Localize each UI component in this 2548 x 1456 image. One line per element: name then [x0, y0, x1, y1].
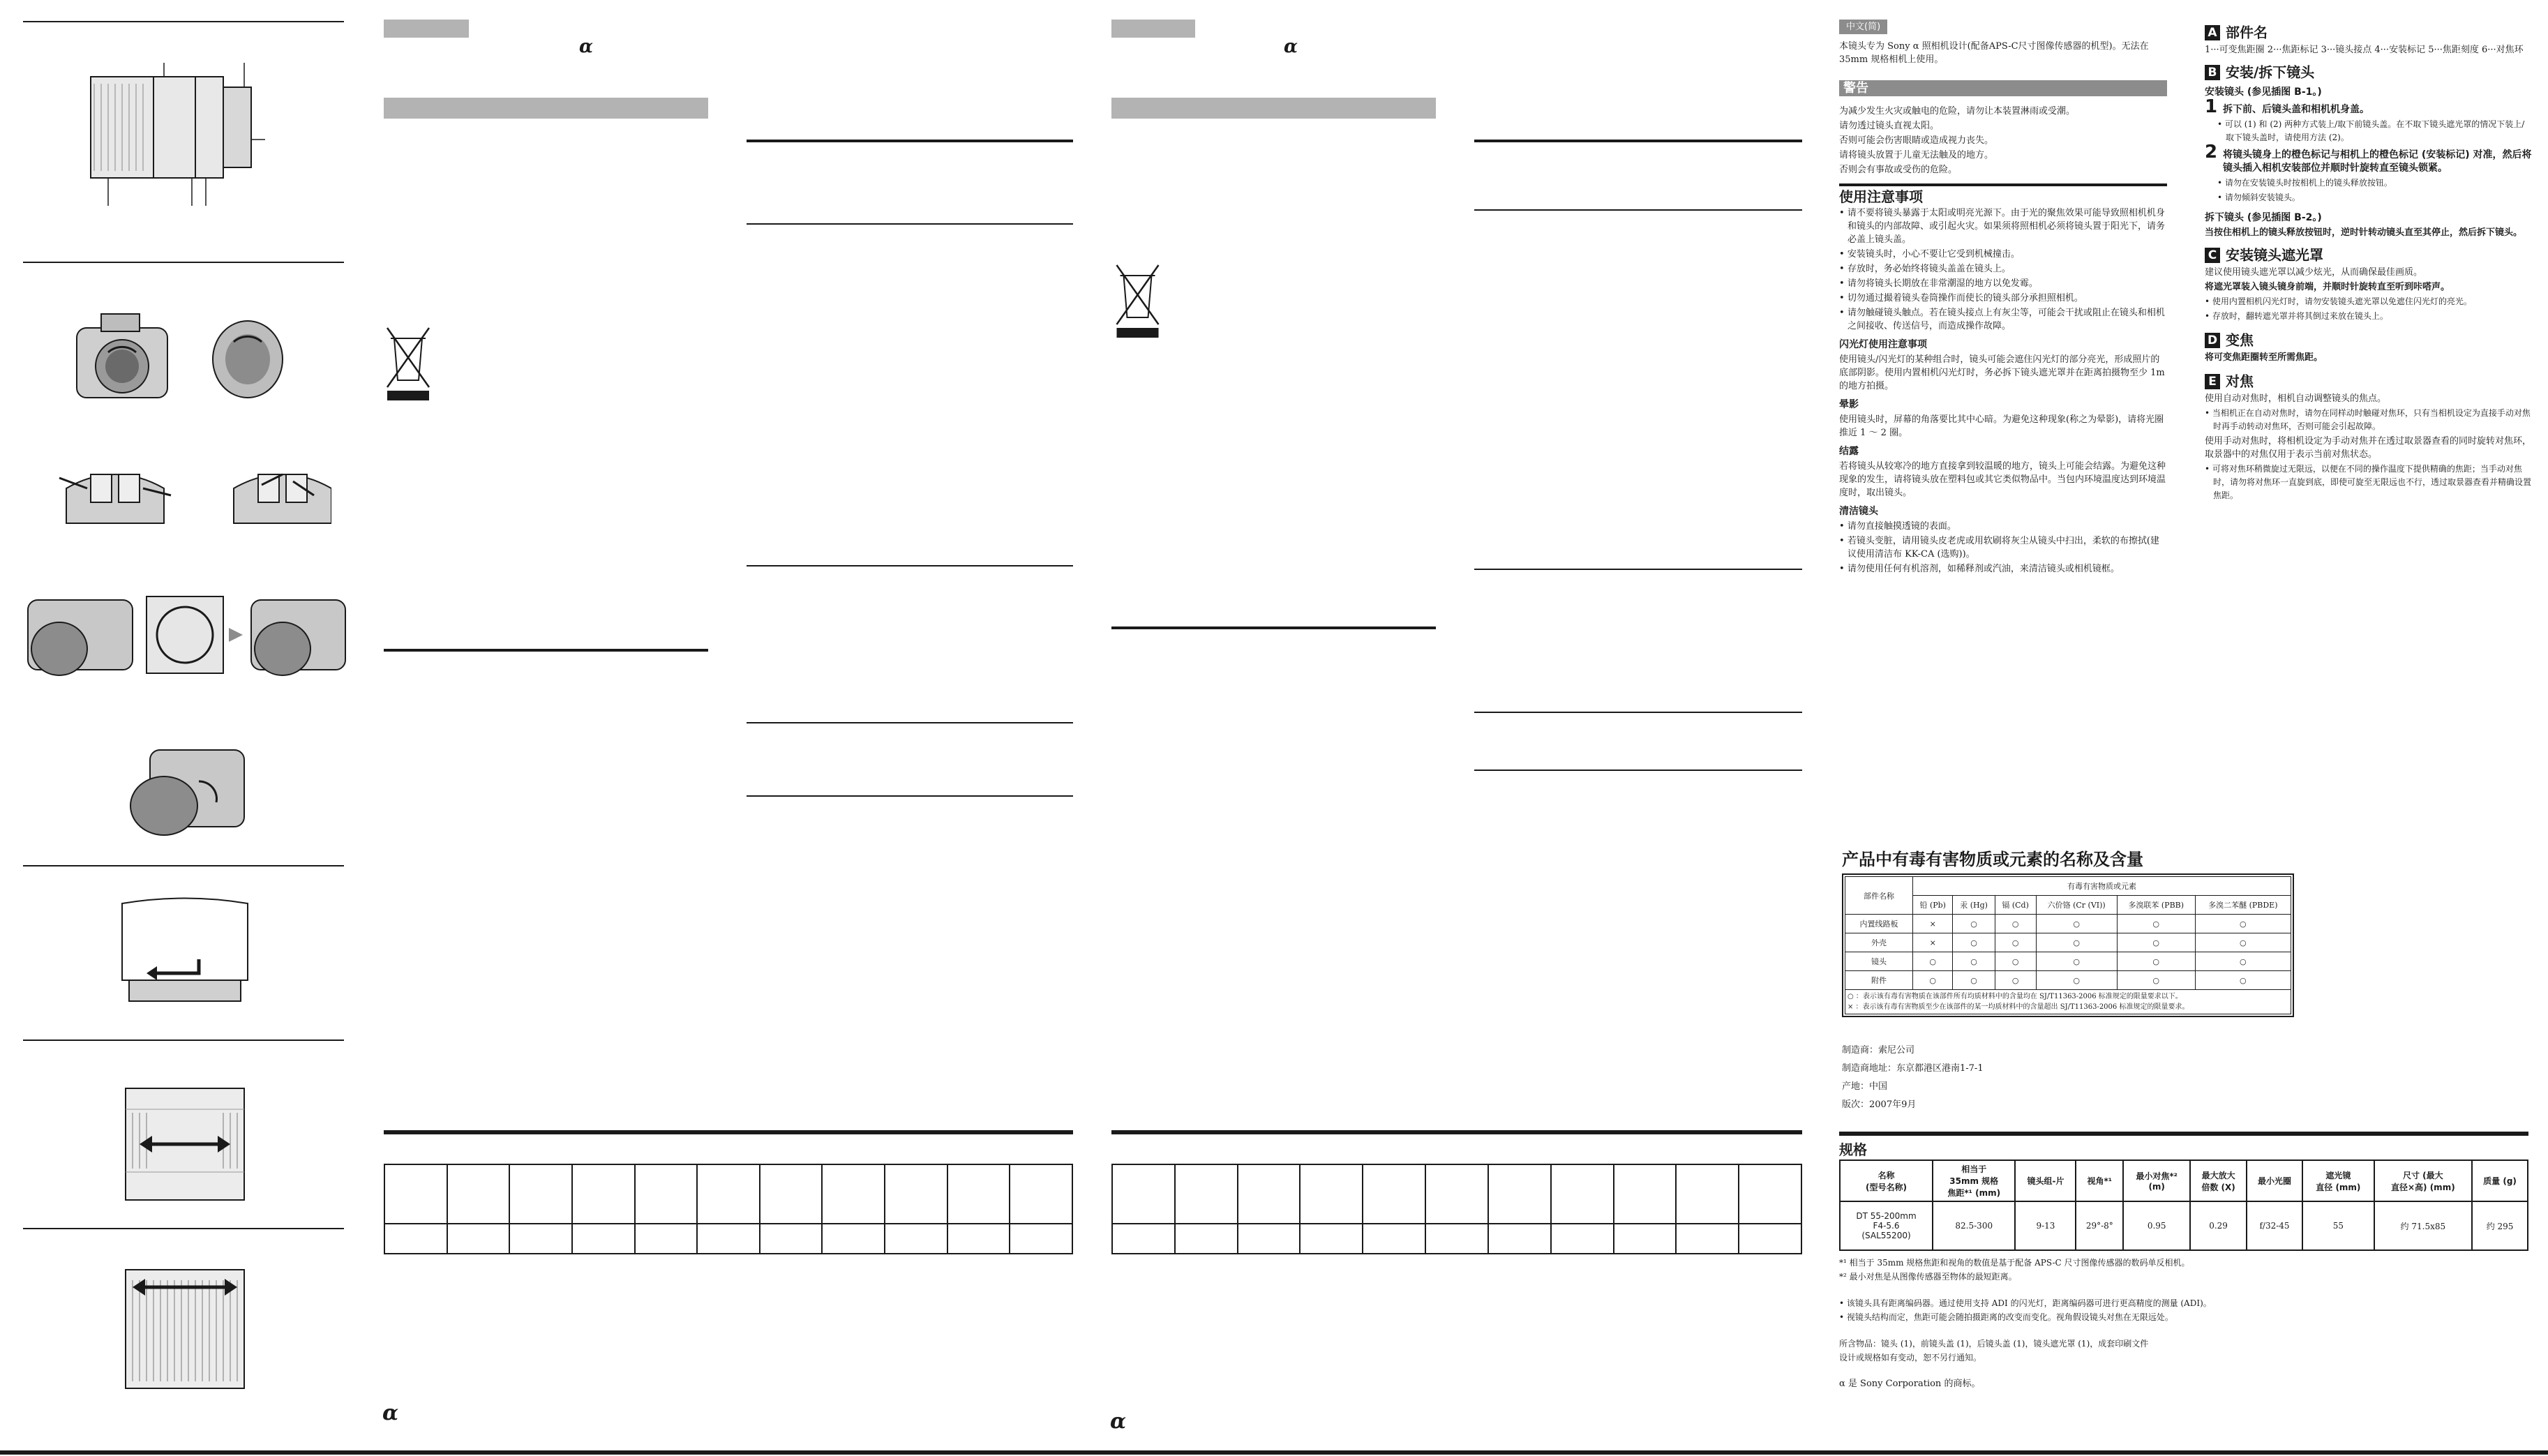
trademark-note: α 是 Sony Corporation 的商标。 — [1839, 1379, 1981, 1389]
hood-text: 建议使用镜头遮光罩以减少炫光，从而确保最佳画质。 — [2205, 267, 2423, 278]
mount-heading: 安装/拆下镜头 — [2226, 63, 2315, 81]
section-letter-e: E — [2205, 374, 2220, 389]
parts-text: 1···可变焦距圈 2···焦距标记 3···镜头接点 4···安装标记 5···焦距刻度 6···对焦环 — [2205, 45, 2524, 55]
mount-step-1: 1 拆下前、后镜头盖和相机机身盖。 — [2205, 96, 2369, 117]
spec-heading: 规格 — [1839, 1141, 1867, 1158]
section-rule — [1474, 140, 1802, 142]
figure-lens-parts — [70, 56, 279, 223]
section-letter-a: A — [2205, 25, 2220, 40]
alpha-logo: α — [382, 1401, 399, 1425]
chinese-column-right — [2205, 25, 2533, 504]
section-rule — [747, 795, 1073, 797]
precaution-item: • 请勿将镜头长期放在非常潮湿的地方以免发霉。 — [1839, 278, 2038, 289]
table-header: 遮光镜 直径 (mm) — [2302, 1160, 2374, 1201]
zoom-text: 将可变焦距圈转至所需焦距。 — [2205, 352, 2323, 363]
step-note: • 请勿在安装镜头时按相机上的镜头释放按钮。 — [2217, 178, 2392, 188]
focus-note: • 可将对焦环稍微旋过无限远，以便在不同的操作温度下提供精确的焦距；当手动对焦时，请勿将对焦环一直旋到底，即使可旋至无限远也不行，透过取景器查看并精确设置焦距。 — [2205, 464, 2532, 500]
hazard-table — [1845, 876, 2291, 1014]
mount-step-2: 2 将镜头镜身上的橙色标记与相机上的橙色标记 (安装标记) 对准，然后将镜头插入相机安装部位并顺时针旋转直至镜头锁紧。 — [2205, 142, 2532, 174]
table-row: 附件 ○ ○ ○ ○ ○ ○ — [1845, 971, 2291, 990]
hood-instruction: 将遮光罩装入镜头镜身前端，并顺时针旋转直至听到咔嗒声。 — [2205, 282, 2450, 292]
alpha-logo: α — [1284, 36, 1298, 57]
flash-text: 使用镜头/闪光灯的某种组合时，镜头可能会遮住闪光灯的部分亮光，形成照片的底部阴影。使用内置相机闪光灯时，务必拆下镜头遮光罩并在距离拍摄物至少 1m 的地方拍摄。 — [1839, 354, 2165, 391]
focus-text: 使用自动对焦时，相机自动调整镜头的焦点。 — [2205, 393, 2387, 404]
figure-lens-caps — [52, 446, 331, 537]
table-header: 视角*¹ — [2076, 1160, 2123, 1201]
table-header: 部件名称 — [1845, 877, 1913, 915]
step-note: • 请勿倾斜安装镜头。 — [2217, 193, 2300, 202]
table-row: 内置线路板 × ○ ○ ○ ○ ○ — [1845, 915, 2291, 933]
warning-line: 请勿透过镜头直视太阳。 — [1839, 121, 1940, 131]
spec-table — [1839, 1159, 2528, 1251]
section-rule — [384, 649, 708, 652]
precaution-item: • 存放时，务必始终将镜头盖盖在镜头上。 — [1839, 264, 2011, 274]
spec-table-placeholder — [384, 1164, 1073, 1254]
figure-remove-lens — [122, 746, 248, 837]
precaution-item: • 请不要将镜头暴露于太阳或明亮光源下。由于光的聚焦效果可能导致照相机机身和镜头的内部故障、或引起火灾。如果须将照相机必须将镜头置于阳光下，请务必盖上镜头盖。 — [1839, 208, 2166, 245]
table-header: 镉 (Cd) — [1995, 896, 2036, 915]
intro-text: 本镜头专为 Sony α 照相机设计(配备APS-C尺寸图像传感器的机型)。无法在 35mm 规格相机上使用。 — [1839, 41, 2149, 65]
chinese-column-left — [1839, 20, 2167, 577]
table-header: 多溴二苯醚 (PBDE) — [2195, 896, 2291, 915]
section-rule — [747, 140, 1073, 142]
section-letter-d: D — [2205, 333, 2220, 348]
table-row: 外壳 × ○ ○ ○ ○ ○ — [1845, 933, 2291, 952]
manufacturer-info: 制造商：索尼公司 制造商地址：东京都港区港南1-7-1 产地：中国 版次：2007年9月 — [1842, 1045, 1984, 1110]
warning-line: 否则可能会伤害眼睛或造成视力丧失。 — [1839, 135, 1994, 146]
divider — [23, 1040, 344, 1041]
table-header: 六价铬 (Cr (VI)) — [2036, 896, 2117, 915]
table-header: 镜头组-片 — [2015, 1160, 2076, 1201]
cleaning-item: • 请勿使用任何有机溶剂，如稀释剂或汽油，来清洁镜头或相机镜框。 — [1839, 564, 2120, 574]
weee-bin-icon — [1111, 258, 1164, 345]
table-header: 有毒有害物质或元素 — [1913, 877, 2291, 896]
figure-attach-lens — [21, 586, 349, 684]
flash-heading: 闪光灯使用注意事项 — [1839, 339, 1927, 350]
table-header: 多溴联苯 (PBB) — [2117, 896, 2195, 915]
divider — [23, 21, 344, 22]
section-letter-c: C — [2205, 248, 2220, 263]
section-rule — [1474, 209, 1802, 211]
table-header: 最小光圈 — [2247, 1160, 2302, 1201]
spec-table-placeholder — [1111, 1164, 1802, 1254]
section-rule — [1474, 770, 1802, 771]
condensation-text: 若将镜头从较寒冷的地方直接拿到较温暖的地方，镜头上可能会结露。为避免这种现象的发生，请将镜头放在塑料包或其它类似物品中。当包内环境温度达到环境温度时，取出镜头。 — [1839, 461, 2166, 498]
warning-heading: 警告 — [1839, 80, 2167, 96]
language-tab: 中文(简) — [1839, 20, 1887, 34]
table-header: 尺寸 (最大 直径×高) (mm) — [2374, 1160, 2473, 1201]
precaution-item: • 安装镜头时，小心不要让它受到机械撞击。 — [1839, 249, 2020, 260]
precaution-item: • 请勿触碰镜头触点。若在镜头接点上有灰尘等，可能会干扰或阻止在镜头和相机之间接收、传送信号，而造成操作故障。 — [1839, 308, 2165, 331]
mount-subheading: 安装镜头 (参见插图 B-1。) — [2205, 87, 2322, 98]
language-tab-placeholder — [1111, 20, 1195, 38]
spec-rule — [1111, 1130, 1802, 1134]
table-header: 最小对焦*² (m) — [2123, 1160, 2190, 1201]
table-header: 铅 (Pb) — [1913, 896, 1953, 915]
section-rule — [1839, 183, 2167, 186]
focus-text: 使用手动对焦时，将相机设定为手动对焦并在透过取景器查看的同时旋转对焦环，取景器中的对焦仅用于表示当前对焦状态。 — [2205, 436, 2532, 460]
vignette-text: 使用镜头时，屏幕的角落要比其中心暗。为避免这种现象(称之为晕影)，请将光圈推近 1 ～ 2 圈。 — [1839, 414, 2164, 438]
precautions-heading: 使用注意事项 — [1839, 188, 1923, 205]
vignette-heading: 晕影 — [1839, 399, 1859, 410]
warning-bar-placeholder — [384, 98, 708, 119]
warning-list — [1839, 105, 2167, 177]
step-note: • 可以 (1) 和 (2) 两种方式装上/取下前镜头盖。在不取下镜头遮光罩的情况下装上/取下镜头盖时，请使用方法 (2)。 — [2217, 119, 2525, 142]
section-rule — [1111, 626, 1436, 629]
hazard-table-frame — [1842, 873, 2294, 1017]
section-letter-b: B — [2205, 65, 2220, 80]
table-header: 质量 (g) — [2472, 1160, 2528, 1201]
hood-note: • 使用内置相机闪光灯时，请勿安装镜头遮光罩以免遮住闪光灯的亮光。 — [2205, 297, 2472, 306]
hazard-title: 产品中有毒有害物质或元素的名称及含量 — [1842, 850, 2143, 869]
warning-line: 为减少发生火灾或触电的危险，请勿让本装置淋雨或受潮。 — [1839, 106, 2076, 117]
condensation-heading: 结露 — [1839, 446, 1859, 457]
remove-text: 当按住相机上的镜头释放按钮时，逆时针转动镜头直至其停止，然后拆下镜头。 — [2205, 227, 2523, 238]
section-rule — [747, 223, 1073, 225]
remove-subheading: 拆下镜头 (参见插图 B-2。) — [2205, 212, 2322, 223]
spec-rule — [384, 1130, 1073, 1134]
divider — [23, 865, 344, 866]
divider — [23, 262, 344, 263]
spec-rule — [1839, 1132, 2528, 1136]
parts-heading: 部件名 — [2226, 24, 2268, 41]
section-rule — [1474, 569, 1802, 570]
warning-bar-placeholder — [1111, 98, 1436, 119]
figure-zoom-ring — [119, 1074, 251, 1214]
table-header: 相当于 35mm 规格 焦距*¹ (mm) — [1933, 1160, 2015, 1201]
weee-bin-icon — [384, 321, 433, 407]
alpha-logo: α — [1110, 1409, 1127, 1434]
figure-lens-hood — [115, 896, 255, 1015]
table-header: 最大放大 倍数 (X) — [2190, 1160, 2247, 1201]
table-row: DT 55-200mm F4-5.6 (SAL55200) 82.5-300 9-13 29°-8° 0.95 0.29 f/32-45 55 约 71.5x85 约 295 — [1840, 1201, 2528, 1250]
section-rule — [1474, 712, 1802, 713]
alpha-logo: α — [579, 36, 594, 57]
section-rule — [747, 565, 1073, 566]
zoom-heading: 变焦 — [2226, 331, 2254, 349]
precaution-item: • 切勿通过撮着镜头卷筒操作而使长的镜头部分承担照相机。 — [1839, 293, 2083, 303]
hood-heading: 安装镜头遮光罩 — [2226, 246, 2323, 264]
warning-line: 请将镜头放置于儿童无法触及的地方。 — [1839, 150, 1994, 160]
page-bottom-edge — [0, 1450, 2548, 1455]
cleaning-item: • 若镜头变脏，请用镜头皮老虎或用软刷将灰尘从镜头中扫出，柔软的布擦拭(建议使用清洁布 KK-CA (选购))。 — [1839, 536, 2159, 560]
table-header: 名称 (型号名称) — [1840, 1160, 1933, 1201]
hazard-notes: ○ ：表示该有毒有害物质在该部件所有均质材料中的含量均在 SJ/T11363-2006 标准规定的限量要求以下。 × ：表示该有毒有害物质至少在该部件的某一均质材料中的含量超出 SJ/T11363-2006 标准规定的限量要求。 — [1845, 990, 2291, 1014]
hood-note: • 存放时，翻转遮光罩并将其倒过来放在镜头上。 — [2205, 311, 2388, 321]
warning-line: 否则会有事故或受伤的危险。 — [1839, 165, 1958, 175]
table-row: 镜头 ○ ○ ○ ○ ○ ○ — [1845, 952, 2291, 971]
language-tab-placeholder — [384, 20, 469, 38]
focus-heading: 对焦 — [2226, 373, 2254, 390]
section-rule — [747, 722, 1073, 723]
figure-focus-ring — [119, 1259, 251, 1399]
figure-camera-and-lens — [70, 300, 307, 426]
focus-note: • 当相机正在自动对焦时，请勿在同样动时触碰对焦环，只有当相机设定为直接手动对焦时再手动转动对焦环，否则可能会引起故障。 — [2205, 408, 2531, 431]
spec-footnotes: *¹ 相当于 35mm 规格焦距和视角的数值是基于配备 APS-C 尺寸图像传感器的数码单反相机。 *² 最小对焦是从图像传感器至物体的最短距离。 • 该镜头具有距离编码器。通过使用支持 ADI 的闪光灯，距离编码器可进行更高精度的测量 (ADI)。 • 视镜头结构而定，焦距可能会随拍摄距离的改变而变化。视角假设镜头对焦在无限远处。 所含物品：镜头 (1)，前镜头盖 (1)，后镜头盖 (1)，镜头遮光罩 (1)，成套印刷文件 设计或规格如有变动，恕不另行通知。 α 是 Sony Corporation 的商标。 — [1839, 1256, 2528, 1391]
divider — [23, 1228, 344, 1229]
cleaning-heading: 清洁镜头 — [1839, 506, 1878, 517]
table-header: 汞 (Hg) — [1953, 896, 1995, 915]
cleaning-item: • 请勿直接触摸透镜的表面。 — [1839, 521, 1956, 532]
